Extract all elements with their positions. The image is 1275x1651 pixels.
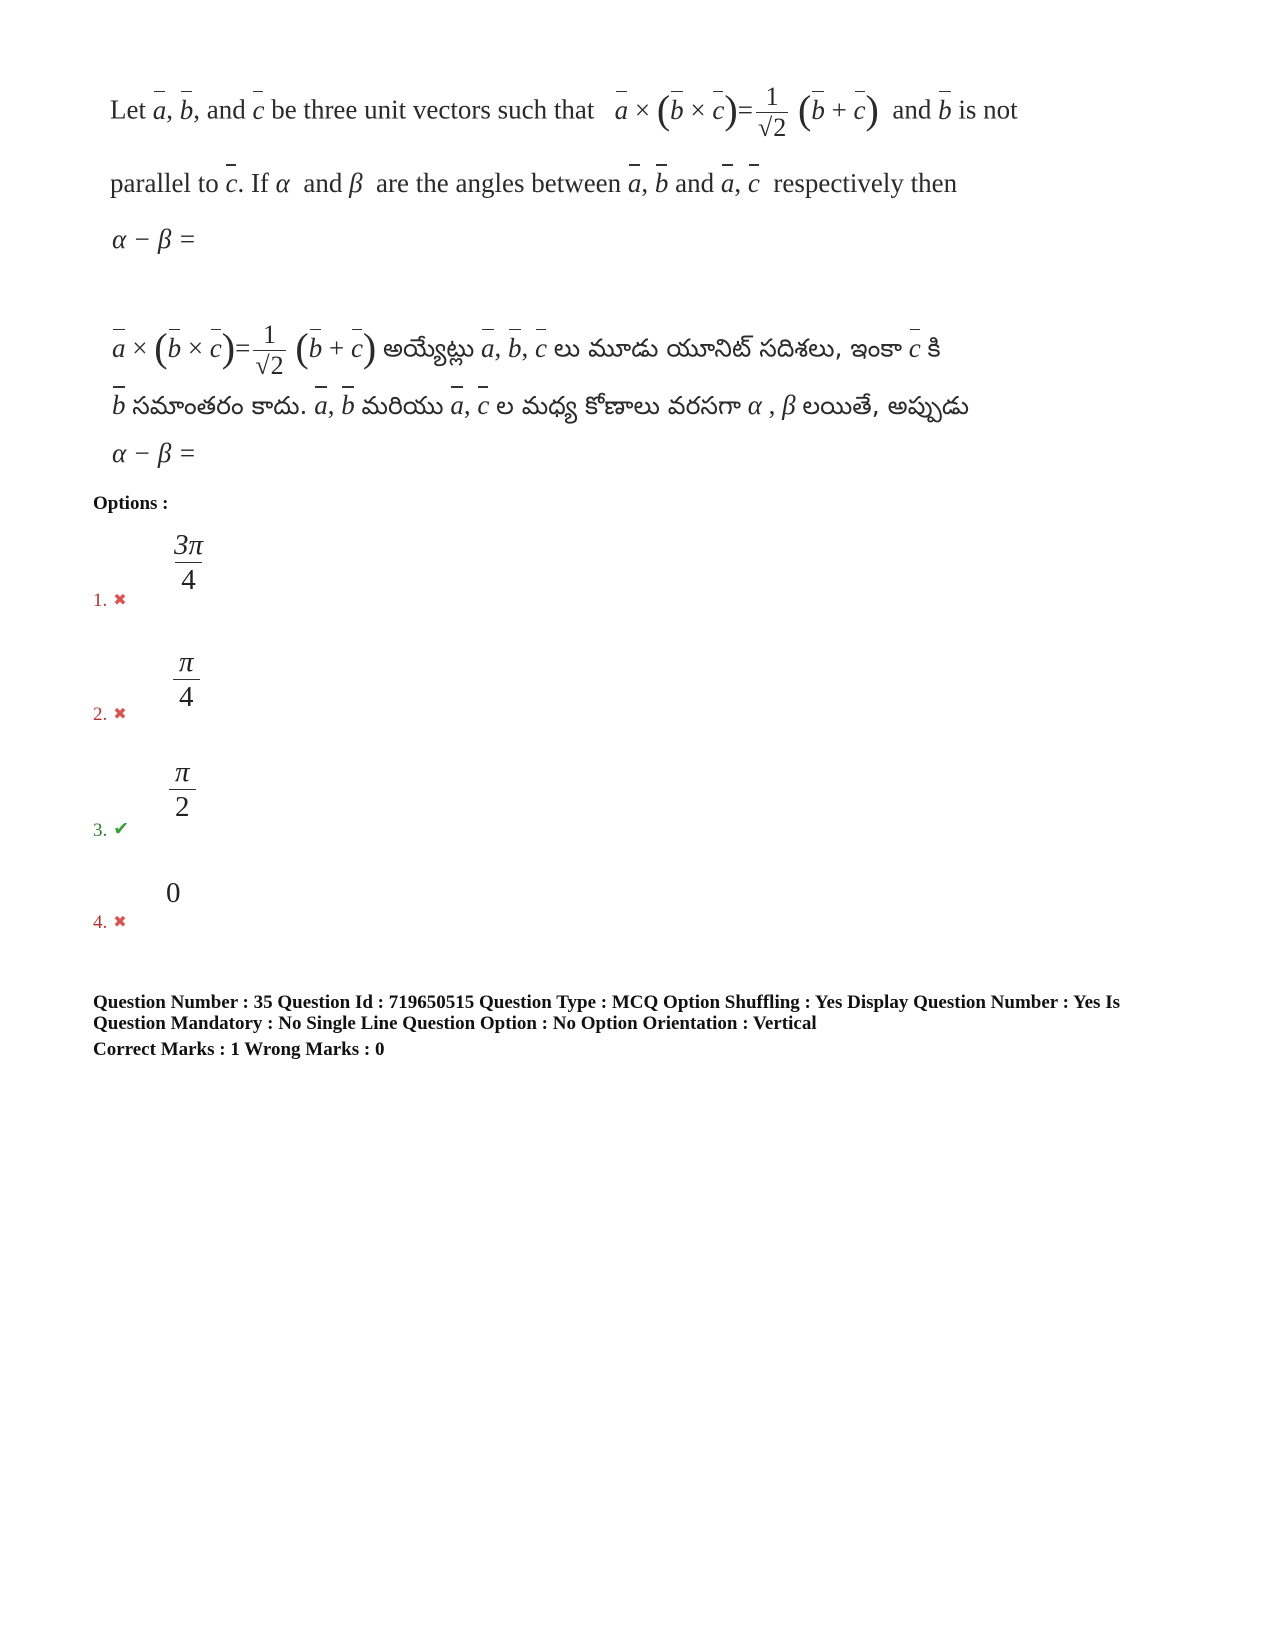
text: 3. (93, 820, 108, 841)
text: and (892, 94, 932, 125)
vector-c: c (712, 94, 725, 125)
text: 4 (173, 679, 200, 714)
text: . If (237, 168, 269, 198)
vector-a: a (314, 390, 328, 420)
alpha-symbol: α (747, 390, 762, 420)
vector-a: a (627, 168, 642, 198)
text: 2 (773, 113, 787, 142)
text: 2 (270, 351, 284, 380)
text: 4. (93, 912, 108, 933)
vector-b: b (670, 94, 684, 125)
question-meta-line2: Question Mandatory : No Single Line Question Option : No Option Orientation : Vertical (93, 1013, 817, 1034)
telugu-text: మరియు (361, 391, 444, 420)
equation: a × (b × c)= $\frac{1}{√2}$ (b + c) (614, 82, 879, 142)
question-en-line3: α − β = (112, 224, 197, 254)
option-1-value[interactable] (168, 528, 209, 597)
vector-a: a (450, 390, 464, 420)
option-2-number[interactable] (93, 704, 127, 726)
question-te-line3: α − β = (112, 438, 197, 468)
fraction: $\frac{1}{√2}$ (757, 82, 787, 142)
telugu-text: లయితే, అప్పుడు (802, 391, 969, 420)
text: 1. (93, 590, 108, 611)
text: are the angles between (376, 168, 622, 198)
option-1-number[interactable] (93, 590, 127, 612)
vector-b: b (811, 94, 825, 125)
text: is not (958, 94, 1018, 125)
telugu-text: సమాంతరం కాదు. (132, 391, 308, 420)
vector-c: c (252, 94, 265, 125)
text: be three unit vectors such that (271, 94, 595, 125)
text: respectively then (773, 168, 958, 198)
text: and (206, 94, 246, 125)
vector-a: a (614, 94, 629, 125)
vector-c: c (477, 390, 490, 420)
text: and (303, 168, 343, 198)
vector-c: c (908, 332, 921, 363)
telugu-text: ల మధ్య కోణాలు వరసగా (496, 391, 741, 420)
marks-info: Correct Marks : 1 Wrong Marks : 0 (93, 1039, 385, 1060)
vector-b: b (341, 390, 355, 420)
wrong-mark-icon: ✖ (113, 706, 127, 723)
text: , (327, 390, 335, 420)
option-4-value[interactable]: 0 (166, 877, 181, 909)
text: 4 (175, 562, 202, 597)
question-te-line1 (112, 320, 941, 381)
beta-symbol: β (782, 390, 796, 420)
alpha-symbol: α (275, 168, 290, 198)
option-3-number[interactable] (93, 818, 129, 842)
vector-b: b (308, 332, 323, 363)
vector-c: c (350, 332, 363, 363)
question-en-line1 (110, 82, 1018, 143)
text: 1 (262, 320, 276, 349)
telugu-text: లు మూడు యూనిట్ సదిశలు, ఇంకా (553, 333, 903, 363)
vector-a: a (481, 332, 495, 363)
text: 1 (765, 82, 779, 111)
question-te-line2: b సమాంతరం కాదు. a, b మరియు a, c ల మధ్య కోణాలు వరసగా α , β లయితే, అప్పుడు (112, 390, 969, 420)
vector-a: a (112, 332, 126, 363)
text: , (193, 94, 200, 125)
vector-b: b (112, 390, 126, 420)
vector-b: b (167, 332, 182, 363)
beta-symbol: β (349, 168, 363, 198)
vector-a: a (720, 168, 735, 198)
options-label: Options : (93, 493, 169, 514)
text: , (734, 168, 742, 198)
vector-b: b (654, 168, 669, 198)
telugu-text: అయ్యేట్లు (383, 333, 475, 363)
text: Let (110, 94, 146, 125)
option-2-value[interactable] (173, 645, 200, 714)
telugu-text: కి (927, 333, 941, 363)
equation: a × (b × c)= $\frac{1}{√2}$ (b + c) (112, 320, 377, 380)
vector-c: c (535, 332, 548, 363)
vector-c: c (747, 168, 760, 198)
vector-c: c (225, 168, 238, 198)
text: parallel to (110, 168, 219, 198)
question-meta-line1: Question Number : 35 Question Id : 719650515 Question Type : MCQ Option Shuffling : Yes Display Question Number : Yes Is (93, 992, 1120, 1013)
text: π (175, 756, 190, 788)
vector-b: b (179, 94, 194, 125)
question-en-line2 (110, 168, 957, 199)
text: 2 (169, 789, 196, 824)
text: , (641, 168, 649, 198)
vector-c: c (853, 94, 866, 125)
fraction: $\frac{1}{√2}$ (255, 320, 284, 380)
wrong-mark-icon: ✖ (113, 914, 127, 931)
text: , (521, 332, 529, 363)
text: , (494, 332, 502, 363)
text: , (463, 390, 471, 420)
text: π (179, 646, 194, 678)
text: 3π (174, 529, 204, 561)
vector-a: a (152, 94, 167, 125)
wrong-mark-icon: ✖ (113, 592, 127, 609)
vector-c: c (209, 332, 222, 363)
text: and (675, 168, 715, 198)
correct-check-icon: ✔ (113, 819, 130, 840)
option-3-value[interactable] (169, 755, 196, 824)
text: 2. (93, 704, 108, 725)
vector-b: b (938, 94, 952, 125)
text: , (166, 94, 173, 125)
option-4-number[interactable] (93, 912, 127, 934)
vector-b: b (508, 332, 522, 363)
